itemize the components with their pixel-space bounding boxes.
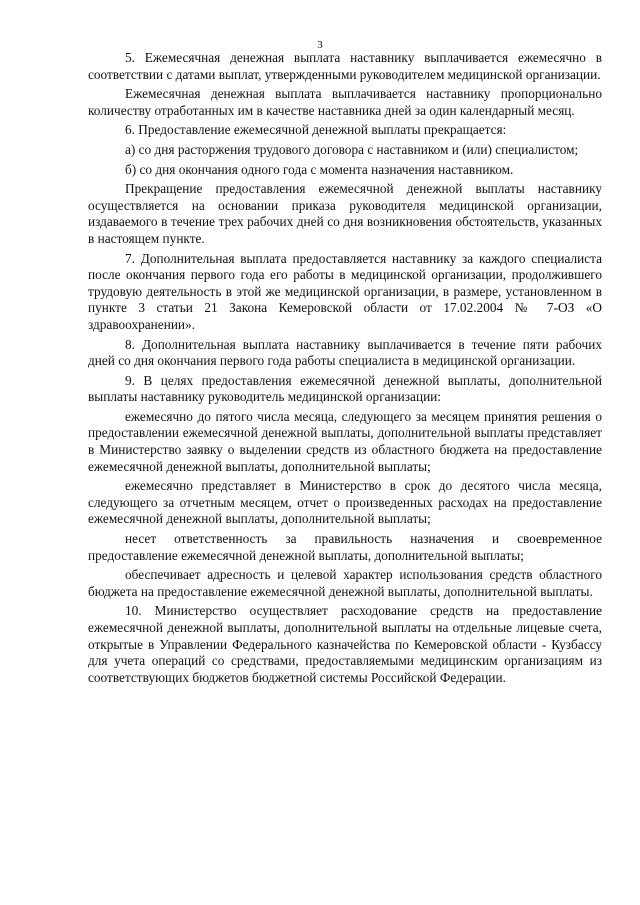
- paragraph-6b: б) со дня окончания одного года с момента назначения наставником.: [125, 161, 514, 177]
- paragraph-9-report: ежемесячно представляет в Министерство в срок до десятого числа месяца, следующего за отчетным месяцем, отчет о произведенных расходах на предоставление ежемесячной денежной выплаты, дополнительной выплаты;: [88, 478, 602, 527]
- paragraph-6a: а) со дня расторжения трудового договора с наставником и (или) специалистом;: [125, 141, 579, 157]
- paragraph-7: 7. Дополнительная выплата предоставляется наставнику за каждого специалиста после окончания первого года его работы в медицинской организации, продолжившего трудовую деятельность в этой же медицинской организации, в размере, установленном в пункте 3 статьи 21 Закона Кемеровской области от 17.02.2004 № 7-ОЗ «О здравоохранении».: [88, 250, 602, 332]
- document-body: [88, 50, 602, 686]
- page-number: 3: [317, 39, 323, 51]
- paragraph-6: 6. Предоставление ежемесячной денежной выплаты прекращается:: [125, 122, 507, 138]
- paragraph-9: 9. В целях предоставления ежемесячной денежной выплаты, дополнительной выплаты наставнику руководитель медицинской организации:: [88, 372, 602, 405]
- paragraph-6-termination: Прекращение предоставления ежемесячной денежной выплаты наставнику осуществляется на основании приказа руководителя медицинской организации, издаваемого в течение трех рабочих дней со дня возникновения обстоятельств, указанных в настоящем пункте.: [88, 181, 602, 246]
- paragraph-8: 8. Дополнительная выплата наставнику выплачивается в течение пяти рабочих дней со дня окончания первого года работы специалиста в медицинской организации.: [88, 336, 602, 369]
- paragraph-5-proportional: Ежемесячная денежная выплата выплачивается наставнику пропорционально количеству отработанных им в качестве наставника дней за один календарный месяц.: [88, 86, 602, 118]
- paragraph-9-request: ежемесячно до пятого числа месяца, следующего за месяцем принятия решения о предоставлении ежемесячной денежной выплаты, дополнительной выплаты представляет в Министерство заявку о выделении средств из областного бюджета на предоставление ежемесячной денежной выплаты, дополнительной выплаты;: [88, 408, 602, 474]
- paragraph-9-targeting: обеспечивает адресность и целевой характер использования средств областного бюджета на предоставление ежемесячной денежной выплаты, дополнительной выплаты.: [88, 567, 602, 599]
- paragraph-9-responsibility: несет ответственность за правильность назначения и своевременное предоставление ежемесячной денежной выплаты, дополнительной выплаты;: [88, 531, 602, 563]
- paragraph-10: 10. Министерство осуществляет расходование средств на предоставление ежемесячной денежной выплаты, дополнительной выплаты на отдельные лицевые счета, открытые в Управлении Федерального казначейства по Кемеровской области - Кузбассу для учета операций со средствами, предоставляемыми медицинским организациям из соответствующих бюджетов бюджетной системы Российской Федерации.: [88, 603, 602, 685]
- paragraph-5: 5. Ежемесячная денежная выплата наставнику выплачивается ежемесячно в соответствии с датами выплат, утвержденными руководителем медицинской организации.: [88, 50, 602, 82]
